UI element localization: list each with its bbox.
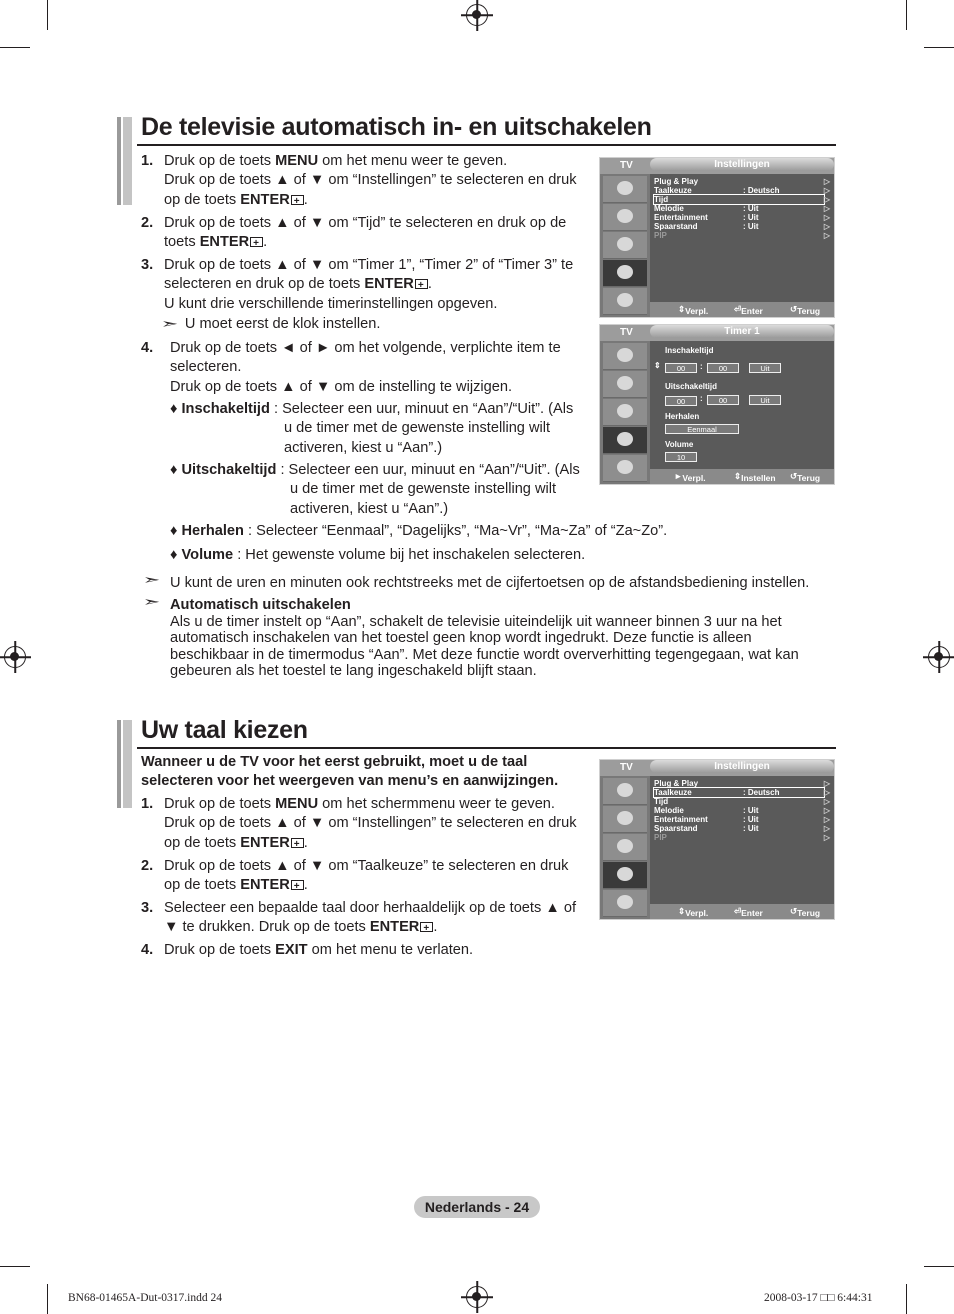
note-arrow-icon: ➣ [160, 316, 179, 332]
enter-icon [291, 838, 304, 848]
menu-item[interactable]: Entertainment : Uit ▷ [654, 213, 830, 222]
crop-mark [0, 1266, 30, 1267]
print-date-info: 2008-03-17 □□ 6:44:31 [764, 1292, 873, 1304]
updown-icon: ⇕ [654, 361, 661, 370]
section-title: De televisie automatisch in- en uitschakelen [141, 113, 652, 141]
tv-menu-timer [599, 324, 835, 485]
setup-icon[interactable] [603, 862, 647, 889]
heading-rule [137, 144, 836, 146]
volume-field[interactable]: 10 [665, 452, 697, 462]
step-number: 2. [141, 858, 154, 874]
bullet-volume: ♦ Volume : Het gewenste volume bij het inschakelen selecteren. [170, 547, 586, 563]
menu-item[interactable]: PIP ▷ [654, 231, 830, 240]
print-file-info: BN68-01465A-Dut-0317.indd 24 [68, 1292, 222, 1304]
note-auto-off: Automatisch uitschakelen Als u de timer instelt op “Aan”, schakelt de televisie uiteindelijk uit wanneer binnen 3 uur na het automatisch inschakelen van het toestel geen knop wordt ingedrukt. Deze functie is alleen beschikbaar in de timermodus “Aan”. Met deze functie wordt oververhitting tegengegaan, wat kan gebeuren als het toestel te lang ingeschakeld blijft staan. [170, 597, 799, 679]
menu-main [650, 776, 834, 904]
enter-icon [415, 279, 428, 289]
on-time-label: Inschakeltijd [665, 346, 714, 355]
channel-icon[interactable] [603, 399, 647, 426]
off-time-label: Uitschakeltijd [665, 382, 718, 391]
bullet-inschakeltijd: ♦ Inschakeltijd : Selecteer een uur, minuut en “Aan”/“Uit”. (Als u de timer met de gewenste instelling wilt activeren, kiest u “Aan”.) [170, 401, 574, 456]
on-state-field[interactable]: Uit [749, 363, 781, 373]
off-minute-field[interactable]: 00 [707, 395, 739, 405]
menu-item[interactable]: Tijd ▷ [654, 195, 830, 204]
menu-title: Timer 1 [650, 325, 834, 338]
section-title: Uw taal kiezen [141, 716, 308, 744]
step-text: Druk op de toets ◄ of ► om het volgende, verplichte item te selecteren. Druk op de toets ▲ of ▼ om de instelling te wijzigen. [170, 340, 561, 395]
picture-icon[interactable] [603, 343, 647, 370]
tv-menu-taalkeuze [599, 759, 835, 920]
input-icon[interactable] [603, 455, 647, 482]
menu-tv-label: TV [620, 160, 633, 171]
registration-mark-icon [928, 646, 950, 668]
crop-mark [47, 0, 48, 30]
menu-item[interactable]: Spaarstand : Uit ▷ [654, 824, 830, 833]
step-text: Druk op de toets ▲ of ▼ om “Taalkeuze” te selecteren en druk op de toets ENTER+ . [164, 857, 589, 896]
step-number: 4. [141, 340, 154, 356]
repeat-field[interactable]: Eenmaal [665, 424, 739, 434]
sound-icon[interactable] [603, 204, 647, 231]
menu-item[interactable]: Taalkeuze : Deutsch ▷ [654, 788, 830, 797]
menu-item[interactable]: Plug & Play ▷ [654, 779, 830, 788]
menu-item[interactable]: Spaarstand : Uit ▷ [654, 222, 830, 231]
tv-menu-instellingen [599, 157, 835, 318]
setup-icon[interactable] [603, 260, 647, 287]
menu-footer: ⇕ Verpl. ⏎ Enter ↺ Terug [650, 302, 834, 317]
menu-item[interactable]: PIP ▷ [654, 833, 830, 842]
menu-footer: ⇕ Verpl. ⏎ Enter ↺ Terug [650, 904, 834, 919]
menu-item[interactable]: Plug & Play ▷ [654, 177, 830, 186]
menu-item[interactable]: Entertainment : Uit ▷ [654, 815, 830, 824]
enter-icon [250, 237, 263, 247]
menu-item[interactable]: Melodie : Uit ▷ [654, 204, 830, 213]
heading-bar [117, 720, 121, 808]
registration-mark-icon [466, 4, 488, 26]
off-state-field[interactable]: Uit [749, 395, 781, 405]
crop-mark [47, 1284, 48, 1314]
picture-icon[interactable] [603, 778, 647, 805]
channel-icon[interactable] [603, 834, 647, 861]
time-colon: : [700, 362, 703, 371]
picture-icon[interactable] [603, 176, 647, 203]
setup-icon[interactable] [603, 427, 647, 454]
bullet-herhalen: ♦ Herhalen : Selecteer “Eenmaal”, “Dagelijks”, “Ma~Vr”, “Ma~Za” of “Za~Zo”. [170, 523, 668, 539]
on-minute-field[interactable]: 00 [707, 363, 739, 373]
step-number: 1. [141, 796, 154, 812]
menu-footer: ► Verpl. ⇕ Instellen ↺ Terug [650, 469, 834, 484]
time-colon: : [700, 394, 703, 403]
step-number: 3. [141, 900, 154, 916]
step-text: Druk op de toets MENU om het menu weer te geven. Druk op de toets ▲ of ▼ om “Instellingen” te selecteren en druk op de toets ENTER+ . [164, 152, 589, 210]
volume-label: Volume [665, 440, 694, 449]
repeat-label: Herhalen [665, 412, 700, 421]
menu-title: Instellingen [650, 760, 834, 773]
crop-mark [924, 1266, 954, 1267]
step-text: Druk op de toets EXIT om het menu te verlaten. [164, 942, 474, 958]
crop-mark [906, 1284, 907, 1314]
channel-icon[interactable] [603, 232, 647, 259]
enter-icon [291, 195, 304, 205]
step-number: 3. [141, 257, 154, 273]
note-arrow-icon: ➣ [142, 594, 161, 609]
off-hour-field[interactable]: 00 [665, 396, 697, 406]
sound-icon[interactable] [603, 371, 647, 398]
crop-mark [0, 47, 30, 48]
note-text: U kunt de uren en minuten ook rechtstreeks met de cijfertoetsen op de afstandsbediening instellen. [170, 575, 810, 591]
input-icon[interactable] [603, 288, 647, 315]
step-number: 2. [141, 215, 154, 231]
registration-mark-icon [4, 646, 26, 668]
menu-item[interactable]: Taalkeuze : Deutsch ▷ [654, 186, 830, 195]
menu-tv-label: TV [620, 327, 633, 338]
menu-tv-label: TV [620, 762, 633, 773]
step-text: Selecteer een bepaalde taal door herhaaldelijk op de toets ▲ of ▼ te drukken. Druk op de toets ENTER+ . [164, 899, 589, 938]
on-hour-field[interactable]: 00 [665, 363, 697, 373]
step-number: 4. [141, 942, 154, 958]
step-text: Druk op de toets ▲ of ▼ om “Timer 1”, “Timer 2” of “Timer 3” te selecteren en druk op de toets ENTER+ . U kunt drie verschillende timerinstellingen opgeven. ➣ U moet eerst de klok instellen. [164, 256, 589, 335]
menu-main [650, 341, 834, 469]
note-arrow-icon: ➣ [142, 572, 161, 587]
menu-sidebar [600, 776, 650, 919]
sound-icon[interactable] [603, 806, 647, 833]
step-number: 1. [141, 153, 154, 169]
page-number-label: Nederlands - 24 [414, 1196, 540, 1218]
menu-sidebar [600, 341, 650, 484]
crop-mark [924, 47, 954, 48]
menu-item[interactable]: Melodie : Uit ▷ [654, 806, 830, 815]
menu-item[interactable]: Tijd ▷ [654, 797, 830, 806]
heading-rule [137, 747, 836, 749]
step-text: Druk op de toets ▲ of ▼ om “Tijd” te selecteren en druk op de toets ENTER+ . [164, 214, 589, 253]
menu-title: Instellingen [650, 158, 834, 171]
heading-bar [123, 720, 132, 808]
enter-icon [291, 880, 304, 890]
bullet-uitschakeltijd: ♦ Uitschakeltijd : Selecteer een uur, minuut en “Aan”/“Uit”. (Als u de timer met de gewenste instelling wilt activeren, kiest u “Aan”.) [170, 462, 580, 517]
crop-mark [906, 0, 907, 30]
heading-bar [123, 117, 132, 205]
heading-bar [117, 117, 121, 205]
menu-main [650, 174, 834, 302]
menu-sidebar [600, 174, 650, 317]
intro-text: Wanneer u de TV voor het eerst gebruikt, moet u de taal selecteren voor het weergeven van menu’s en aanwijzingen. [141, 754, 559, 790]
input-icon[interactable] [603, 890, 647, 917]
step-text: Druk op de toets MENU om het schermmenu weer te geven. Druk op de toets ▲ of ▼ om “Instellingen” te selecteren en druk op de toets ENTER+ . [164, 795, 589, 853]
enter-icon [420, 922, 433, 932]
registration-mark-icon [466, 1286, 488, 1308]
